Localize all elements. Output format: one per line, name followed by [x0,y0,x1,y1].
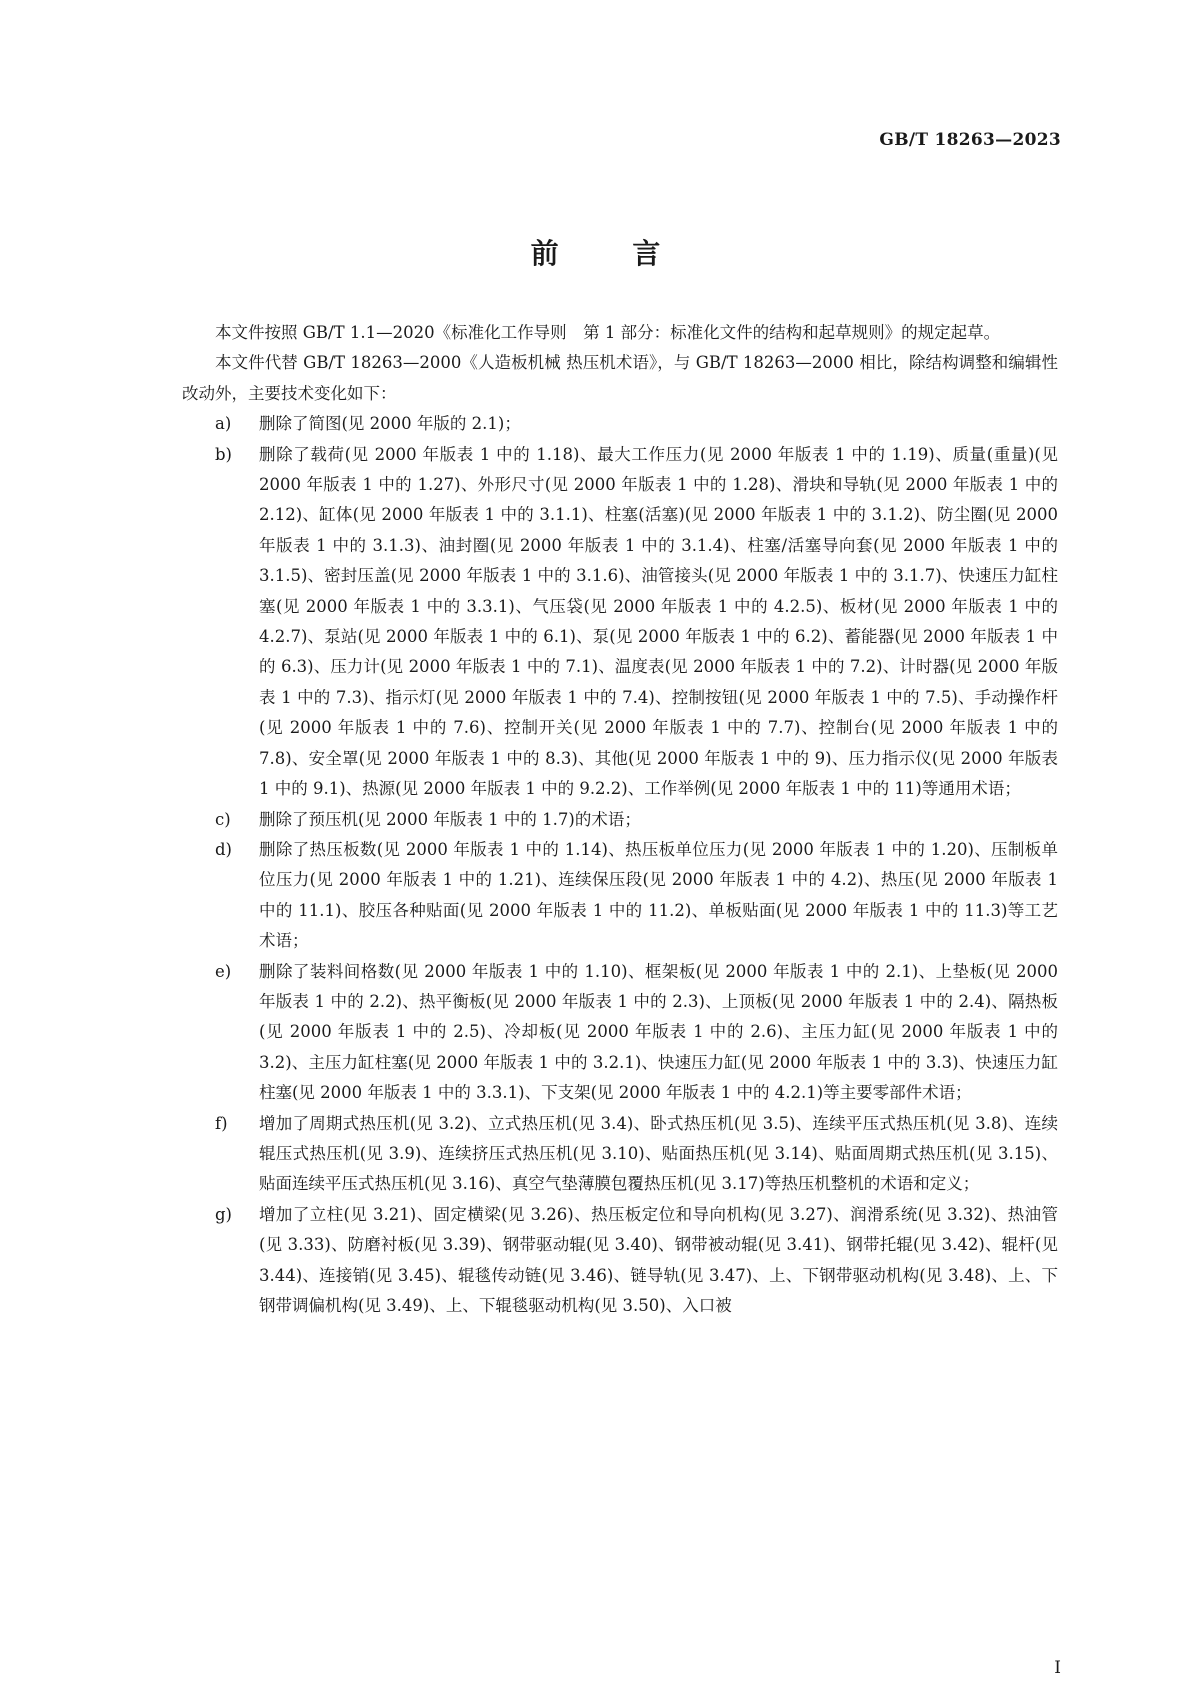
page-number: I [1054,1658,1061,1678]
list-item-text: 增加了周期式热压机(见 3.2)、立式热压机(见 3.4)、卧式热压机(见 3.5)、连续平压式热压机(见 3.8)、连续辊压式热压机(见 3.9)、连续挤压式热压机(见 3.10)、贴面热压机(见 3.14)、贴面周期式热压机(见 3.15)、贴面连续平压式热压机(见 3.16)、真空气垫薄膜包覆热压机(见 3.17)等热压机整机的术语和定义； [259,1113,1058,1194]
list-item-text: 删除了预压机(见 2000 年版表 1 中的 1.7)的术语； [259,809,641,829]
list-item [182,957,1058,1109]
list-item-text: 删除了载荷(见 2000 年版表 1 中的 1.18)、最大工作压力(见 2000 年版表 1 中的 1.19)、质量(重量)(见 2000 年版表 1 中的 1.27)、外形尺寸(见 2000 年版表 1 中的 1.28)、滑块和导轨(见 2000 年版表 1 中的 2.12)、缸体(见 2000 年版表 1 中的 3.1.1)、柱塞(活塞)(见 2000 年版表 1 中的 3.1.2)、防尘圈(见 2000 年版表 1 中的 3.1.3)、油封圈(见 2000 年版表 1 中的 3.1.4)、柱塞/活塞导向套(见 2000 年版表 1 中的 3.1.5)、密封压盖(见 2000 年版表 1 中的 3.1.6)、油管接头(见 2000 年版表 1 中的 3.1.7)、快速压力缸柱塞(见 2000 年版表 1 中的 3.3.1)、气压袋(见 2000 年版表 1 中的 4.2.5)、板材(见 2000 年版表 1 中的 4.2.7)、泵站(见 2000 年版表 1 中的 6.1)、泵(见 2000 年版表 1 中的 6.2)、蓄能器(见 2000 年版表 1 中的 6.3)、压力计(见 2000 年版表 1 中的 7.1)、温度表(见 2000 年版表 1 中的 7.2)、计时器(见 2000 年版表 1 中的 7.3)、指示灯(见 2000 年版表 1 中的 7.4)、控制按钮(见 2000 年版表 1 中的 7.5)、手动操作杆(见 2000 年版表 1 中的 7.6)、控制开关(见 2000 年版表 1 中的 7.7)、控制台(见 2000 年版表 1 中的 7.8)、安全罩(见 2000 年版表 1 中的 8.3)、其他(见 2000 年版表 1 中的 9)、压力指示仪(见 2000 年版表 1 中的 9.1)、热源(见 2000 年版表 1 中的 9.2.2)、工作举例(见 2000 年版表 1 中的 11)等通用术语； [259,444,1059,799]
list-item-marker: c) [215,809,231,829]
paragraph-drafting-basis: 本文件按照 GB/T 1.1—2020《标准化工作导则 第 1 部分：标准化文件的结构和起草规则》的规定起草。 [215,323,1001,342]
list-item [182,1109,1058,1200]
list-item [182,440,1058,805]
list-item-marker: f) [215,1113,228,1133]
foreword-body [182,318,1058,1321]
list-item-marker: g) [215,1204,232,1224]
list-item-text: 删除了装料间格数(见 2000 年版表 1 中的 1.10)、框架板(见 2000 年版表 1 中的 2.1)、上垫板(见 2000 年版表 1 中的 2.2)、热平衡板(见 2000 年版表 1 中的 2.3)、上顶板(见 2000 年版表 1 中的 2.4)、隔热板(见 2000 年版表 1 中的 2.5)、冷却板(见 2000 年版表 1 中的 2.6)、主压力缸(见 2000 年版表 1 中的 3.2)、主压力缸柱塞(见 2000 年版表 1 中的 3.2.1)、快速压力缸(见 2000 年版表 1 中的 3.3)、快速压力缸柱塞(见 2000 年版表 1 中的 3.3.1)、下支架(见 2000 年版表 1 中的 4.2.1)等主要零部件术语； [259,961,1058,1103]
list-item [182,409,1058,439]
document-code: GB/T 18263—2023 [879,130,1061,150]
list-item [182,805,1058,835]
list-item-marker: b) [215,444,232,464]
list-item [182,1200,1058,1322]
list-item-marker: a) [215,414,232,434]
technical-changes-list [182,409,1058,1321]
list-item-text: 删除了热压板数(见 2000 年版表 1 中的 1.14)、热压板单位压力(见 2000 年版表 1 中的 1.20)、压制板单位压力(见 2000 年版表 1 中的 1.21)、连续保压段(见 2000 年版表 1 中的 4.2)、热压(见 2000 年版表 1 中的 11.1)、胶压各种贴面(见 2000 年版表 1 中的 11.2)、单板贴面(见 2000 年版表 1 中的 11.3)等工艺术语； [259,839,1058,951]
list-item-marker: d) [215,839,232,859]
page-title: 前 言 [530,237,693,270]
list-item [182,835,1058,957]
list-item-marker: e) [215,961,232,981]
list-item-text: 增加了立柱(见 3.21)、固定横梁(见 3.26)、热压板定位和导向机构(见 3.27)、润滑系统(见 3.32)、热油管(见 3.33)、防磨衬板(见 3.39)、钢带驱动辊(见 3.40)、钢带被动辊(见 3.41)、钢带托辊(见 3.42)、辊杆(见 3.44)、连接销(见 3.45)、辊毯传动链(见 3.46)、链导轨(见 3.47)、上、下钢带驱动机构(见 3.48)、上、下钢带调偏机构(见 3.49)、上、下辊毯驱动机构(见 3.50)、入口被 [259,1204,1058,1315]
list-item-text: 删除了简图(见 2000 年版的 2.1)； [259,414,521,434]
paragraph-replacement-note: 本文件代替 GB/T 18263—2000《人造板机械 热压机术语》，与 GB/T 18263—2000 相比，除结构调整和编辑性改动外，主要技术变化如下： [182,353,1058,403]
